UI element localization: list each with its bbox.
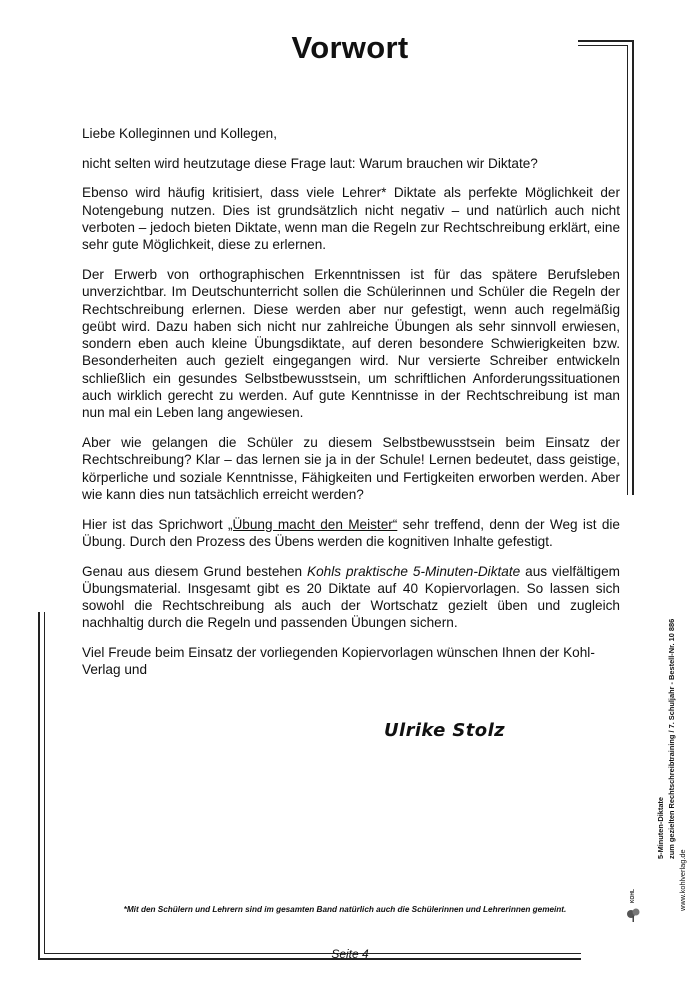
proverb-after: sehr treffend, denn der Weg ist die Übung. Durch den Prozess des Übens werden die kognitiven Inhalte gefestigt. [82,516,620,549]
page-number: Seite 4 [331,947,369,961]
publisher-side-strip [655,618,700,911]
page-title: Vorwort [291,30,409,65]
paragraph-orthography: Der Erwerb von orthographischen Erkenntnissen ist für das spätere Berufsleben unverzichtbar. Im Deutschunterricht sollen die Schülerinnen und Schüler die Regeln der Rechtschreibung erlernen. Diese werden aber nur gefestigt, wenn auch regelmäßig geübt wird. Dazu haben sich nicht nur zahlreiche Übungen als sehr sinnvoll erwiesen, sondern eben auch kleine Übungsdiktate, auf deren besondere Schwierigkeiten bzw. Besonderheiten auch gezielt eingegangen wird. Nur versierte Schreiber entwickeln schließlich ein gesundes Selbstbewusstsein, um schriftlichen Anforderungssituationen auch wirklich gerecht zu werden. Auf gute Kenntnisse in der Rechtschreibung ist man nun mal ein Leben lang angewiesen. [82,266,620,421]
frame-left-outer [38,612,40,959]
signature: Ulrike Stolz [384,720,506,741]
side-subtitle: zum gezielten Rechtschreibtraining / 7. Schuljahr - Bestell-Nr. 10 886 [667,618,676,859]
closing: Viel Freude beim Einsatz der vorliegenden Kopiervorlagen wünschen Ihnen der Kohl-Verlag und [82,645,595,678]
proverb-before: Hier ist das Sprichwort [82,516,228,532]
kohl-logo-icon [625,876,643,924]
logo-text: KOHL [630,888,636,904]
paragraph-question: nicht selten wird heutzutage diese Frage laut: Warum brauchen wir Diktate? [82,155,538,171]
greeting: Liebe Kolleginnen und Kollegen, [82,126,278,141]
frame-right-inner [627,45,628,495]
paragraph-criticism: Ebenso wird häufig kritisiert, dass viele Lehrer* Diktate als perfekte Möglichkeit der Notengebung nutzen. Dies ist grundsätzlich nicht negativ – und natürlich auch nicht verboten – jedoch bieten Diktate, wenn man die Regeln zur Rechtschreibung erklärt, eine sehr gute Möglichkeit, diese zu erlernen. [82,185,620,253]
material-before: Genau aus diesem Grund bestehen [82,563,308,579]
proverb-quote: „Übung macht den Meister“ [227,516,398,532]
side-product: 5-Minuten-Diktate [656,796,665,859]
material-title: Kohls praktische 5-Minuten-Diktate [307,563,521,579]
frame-left-inner [44,612,45,954]
paragraph-proverb [82,516,620,551]
footnote: *Mit den Schülern und Lehrern sind im gesamten Band natürlich auch die Schülerinnen und Lehrerinnen gemeint. [123,905,567,914]
paragraph-material [82,563,620,632]
letter-body [82,125,620,691]
frame-right-outer [632,40,634,495]
side-website: www.kohlverlag.de [678,849,687,911]
paragraph-self-confidence: Aber wie gelangen die Schüler zu diesem Selbstbewusstsein beim Einsatz der Rechtschreibung? Klar – das lernen sie ja in der Schule! Lernen bedeutet, dass geistige, körperliche und soziale Kenntnisse, Fähigkeiten und Fertigkeiten erworben werden. Aber wie kann dies nun tatsächlich erreicht werden? [82,435,620,502]
material-after: aus vielfältigem Übungsmaterial. Insgesamt gibt es 20 Diktate auf 40 Kopiervorlagen. So lassen sich sowohl die Rechtschreibung als auch der Wortschatz gezielt üben und zugleich nachhaltig durch die Regeln und passenden Übungen sichern. [82,563,621,631]
